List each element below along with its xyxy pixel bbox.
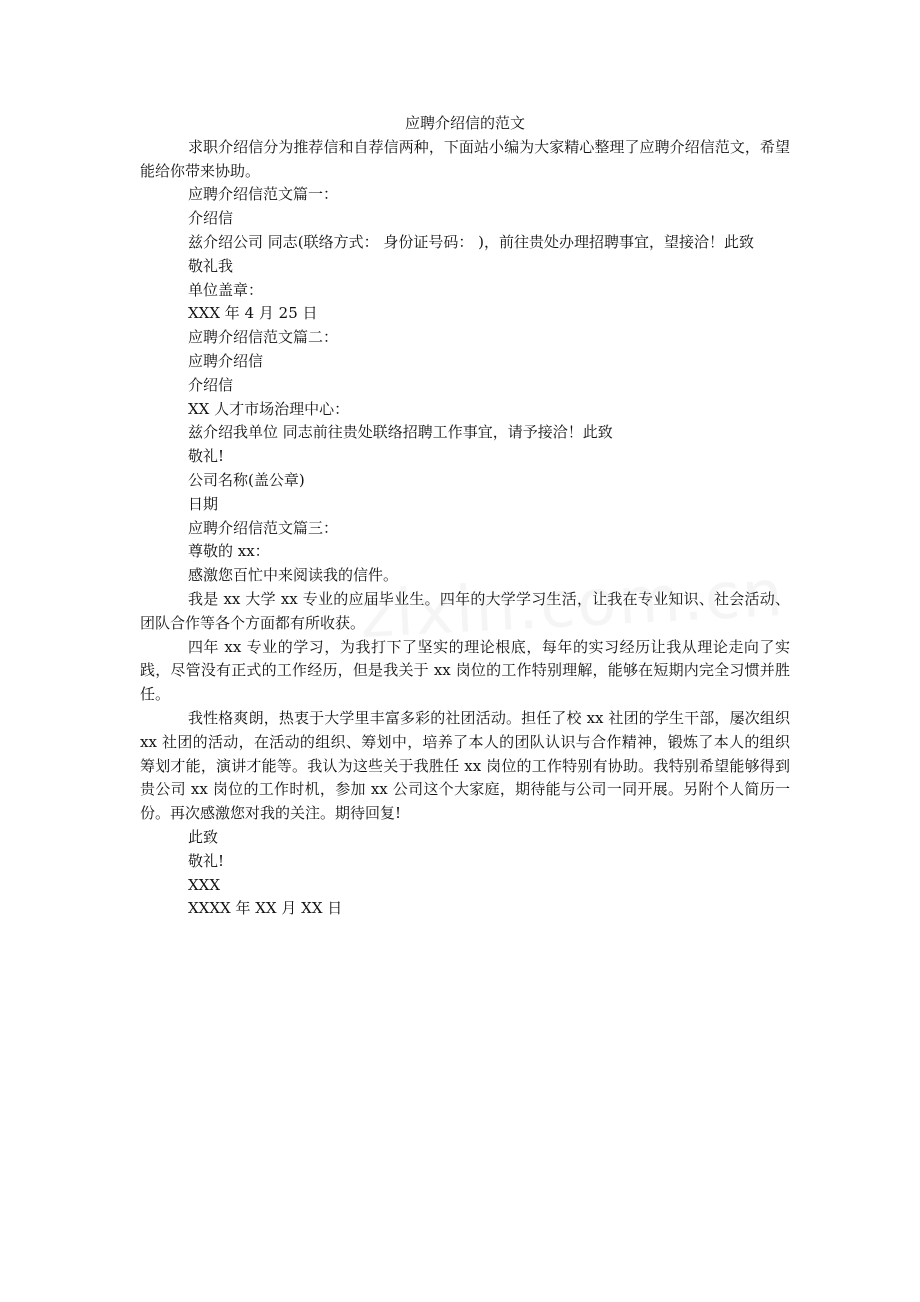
date-line: XXX 年 4 月 25 日	[188, 304, 318, 323]
document-body	[140, 112, 790, 921]
recipient-line: XX 人才市场治理中心：	[188, 399, 350, 418]
letter-body: 兹介绍公司 同志(联络方式： 身份证号码： )，前往贵处办理招聘事宜，望接洽！此致	[188, 232, 755, 251]
letter-closing: 敬礼我	[188, 256, 234, 275]
closing-line: 此致	[188, 827, 219, 846]
seal-line: 单位盖章：	[188, 280, 264, 299]
section-heading-3: 应聘介绍信范文篇三：	[188, 518, 339, 537]
body-paragraph: 感激您百忙中来阅读我的信件。	[188, 566, 399, 585]
closing-line: 敬礼!	[188, 851, 225, 870]
letter-heading: 介绍信	[188, 209, 234, 228]
section-heading-2: 应聘介绍信范文篇二：	[188, 328, 339, 347]
body-paragraph: 四年 xx 专业的学习，为我打下了坚实的理论根底，每年的实习经历让我从理论走向了实践，尽管没有正式的工作经历，但是我关于 xx 岗位的工作特别理解，能够在短期内完全习惯并胜任。	[140, 637, 790, 704]
letter-heading: 介绍信	[188, 375, 234, 394]
letter-heading: 应聘介绍信	[188, 351, 264, 370]
letter-closing: 敬礼!	[188, 447, 225, 466]
letter-body: 兹介绍我单位 同志前往贵处联络招聘工作事宜，请予接洽！此致	[188, 423, 613, 442]
date-line: XXXX 年 XX 月 XX 日	[188, 899, 343, 918]
signature-line: XXX	[188, 875, 221, 894]
section-heading-1: 应聘介绍信范文篇一：	[188, 185, 339, 204]
salutation: 尊敬的 xx：	[188, 542, 270, 561]
document-title: 应聘介绍信的范文	[404, 114, 525, 132]
company-line: 公司名称(盖公章)	[188, 470, 305, 489]
body-paragraph: 我是 xx 大学 xx 专业的应届毕业生。四年的大学学习生活，让我在专业知识、社会活动、团队合作等各个方面都有所收获。	[140, 589, 790, 632]
intro-paragraph: 求职介绍信分为推荐信和自荐信两种，下面站小编为大家精心整理了应聘介绍信范文，希望能给你带来协助。	[140, 137, 790, 180]
date-line: 日期	[188, 494, 219, 513]
body-paragraph: 我性格爽朗，热衷于大学里丰富多彩的社团活动。担任了校 xx 社团的学生干部，屡次组织 xx 社团的活动，在活动的组织、筹划中，培养了本人的团队认识与合作精神，锻炼了本人的组织筹划才能，演讲才能等。我认为这些关于我胜任 xx 岗位的工作特别有协助。我特别希望能够得到贵公司 xx 岗位的工作时机，参加 xx 公司这个大家庭，期待能与公司一同开展。另附个人简历一份。再次感激您对我的关注。期待回复!	[140, 708, 790, 823]
